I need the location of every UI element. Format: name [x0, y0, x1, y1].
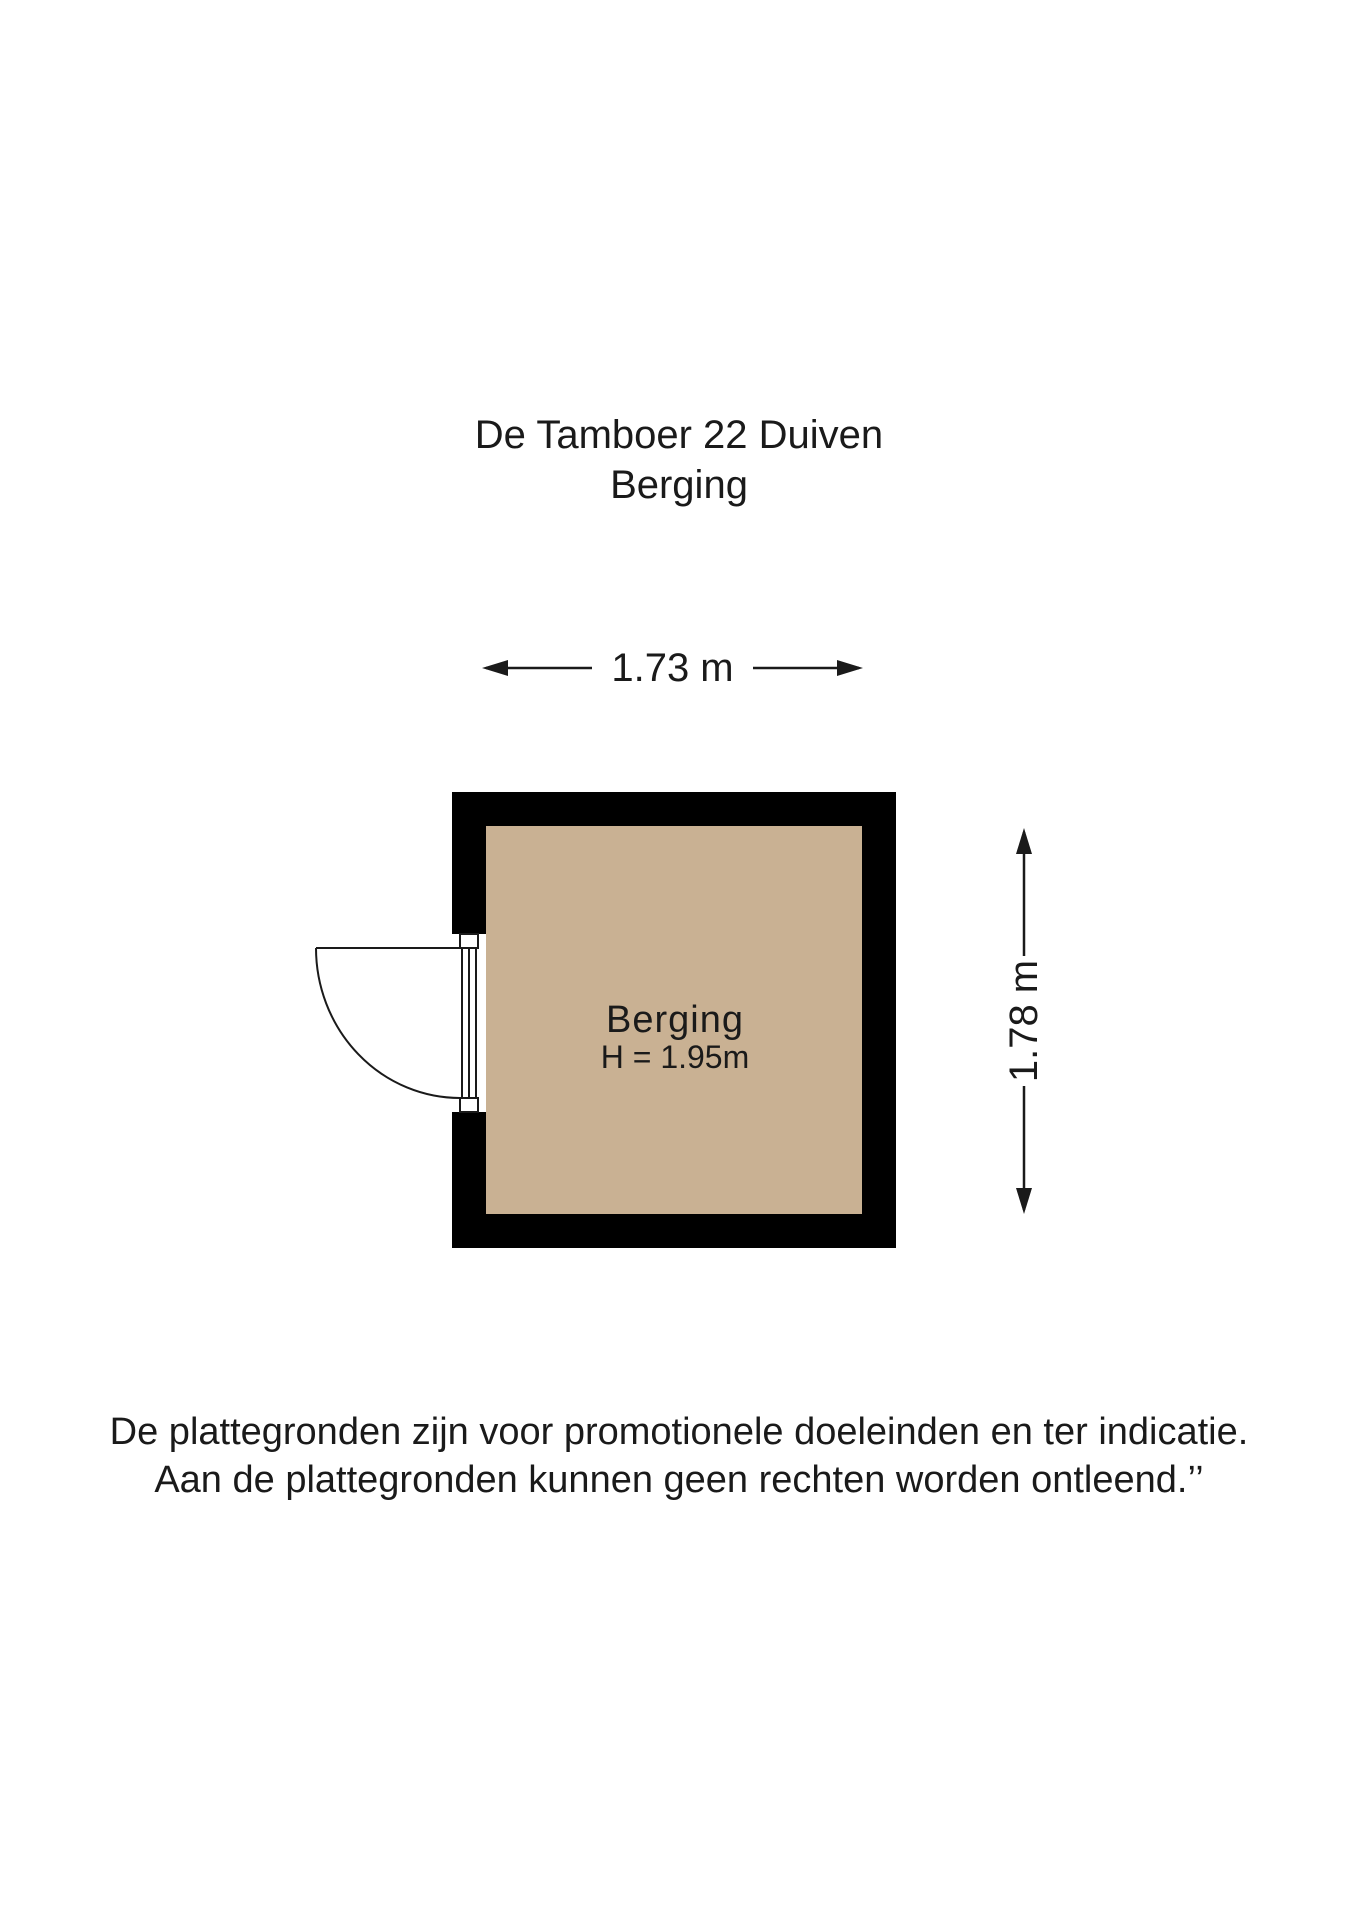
- floor-title: Berging: [610, 463, 748, 507]
- address-title: De Tamboer 22 Duiven: [474, 413, 884, 457]
- disclaimer-line-1: De plattegronden zijn voor promotionele doeleinden en ter indicatie.: [109, 1411, 1249, 1453]
- depth-label: 1.78 m: [1002, 959, 1046, 1083]
- width-dimension: [480, 640, 865, 696]
- depth-dimension: [996, 826, 1052, 1216]
- door-swing-arc: [316, 948, 460, 1098]
- arrow-up-icon: [1016, 828, 1032, 854]
- disclaimer-line-2: Aan de plattegronden kunnen geen rechten worden ontleend.’’: [154, 1459, 1204, 1501]
- width-label: 1.73 m: [611, 646, 734, 690]
- room-name: Berging: [606, 999, 744, 1041]
- plan-title: [0, 410, 1358, 510]
- arrow-down-icon: [1016, 1188, 1032, 1214]
- room-height: H = 1.95m: [600, 1039, 750, 1075]
- disclaimer: [0, 1408, 1358, 1504]
- room-label: [485, 1000, 865, 1074]
